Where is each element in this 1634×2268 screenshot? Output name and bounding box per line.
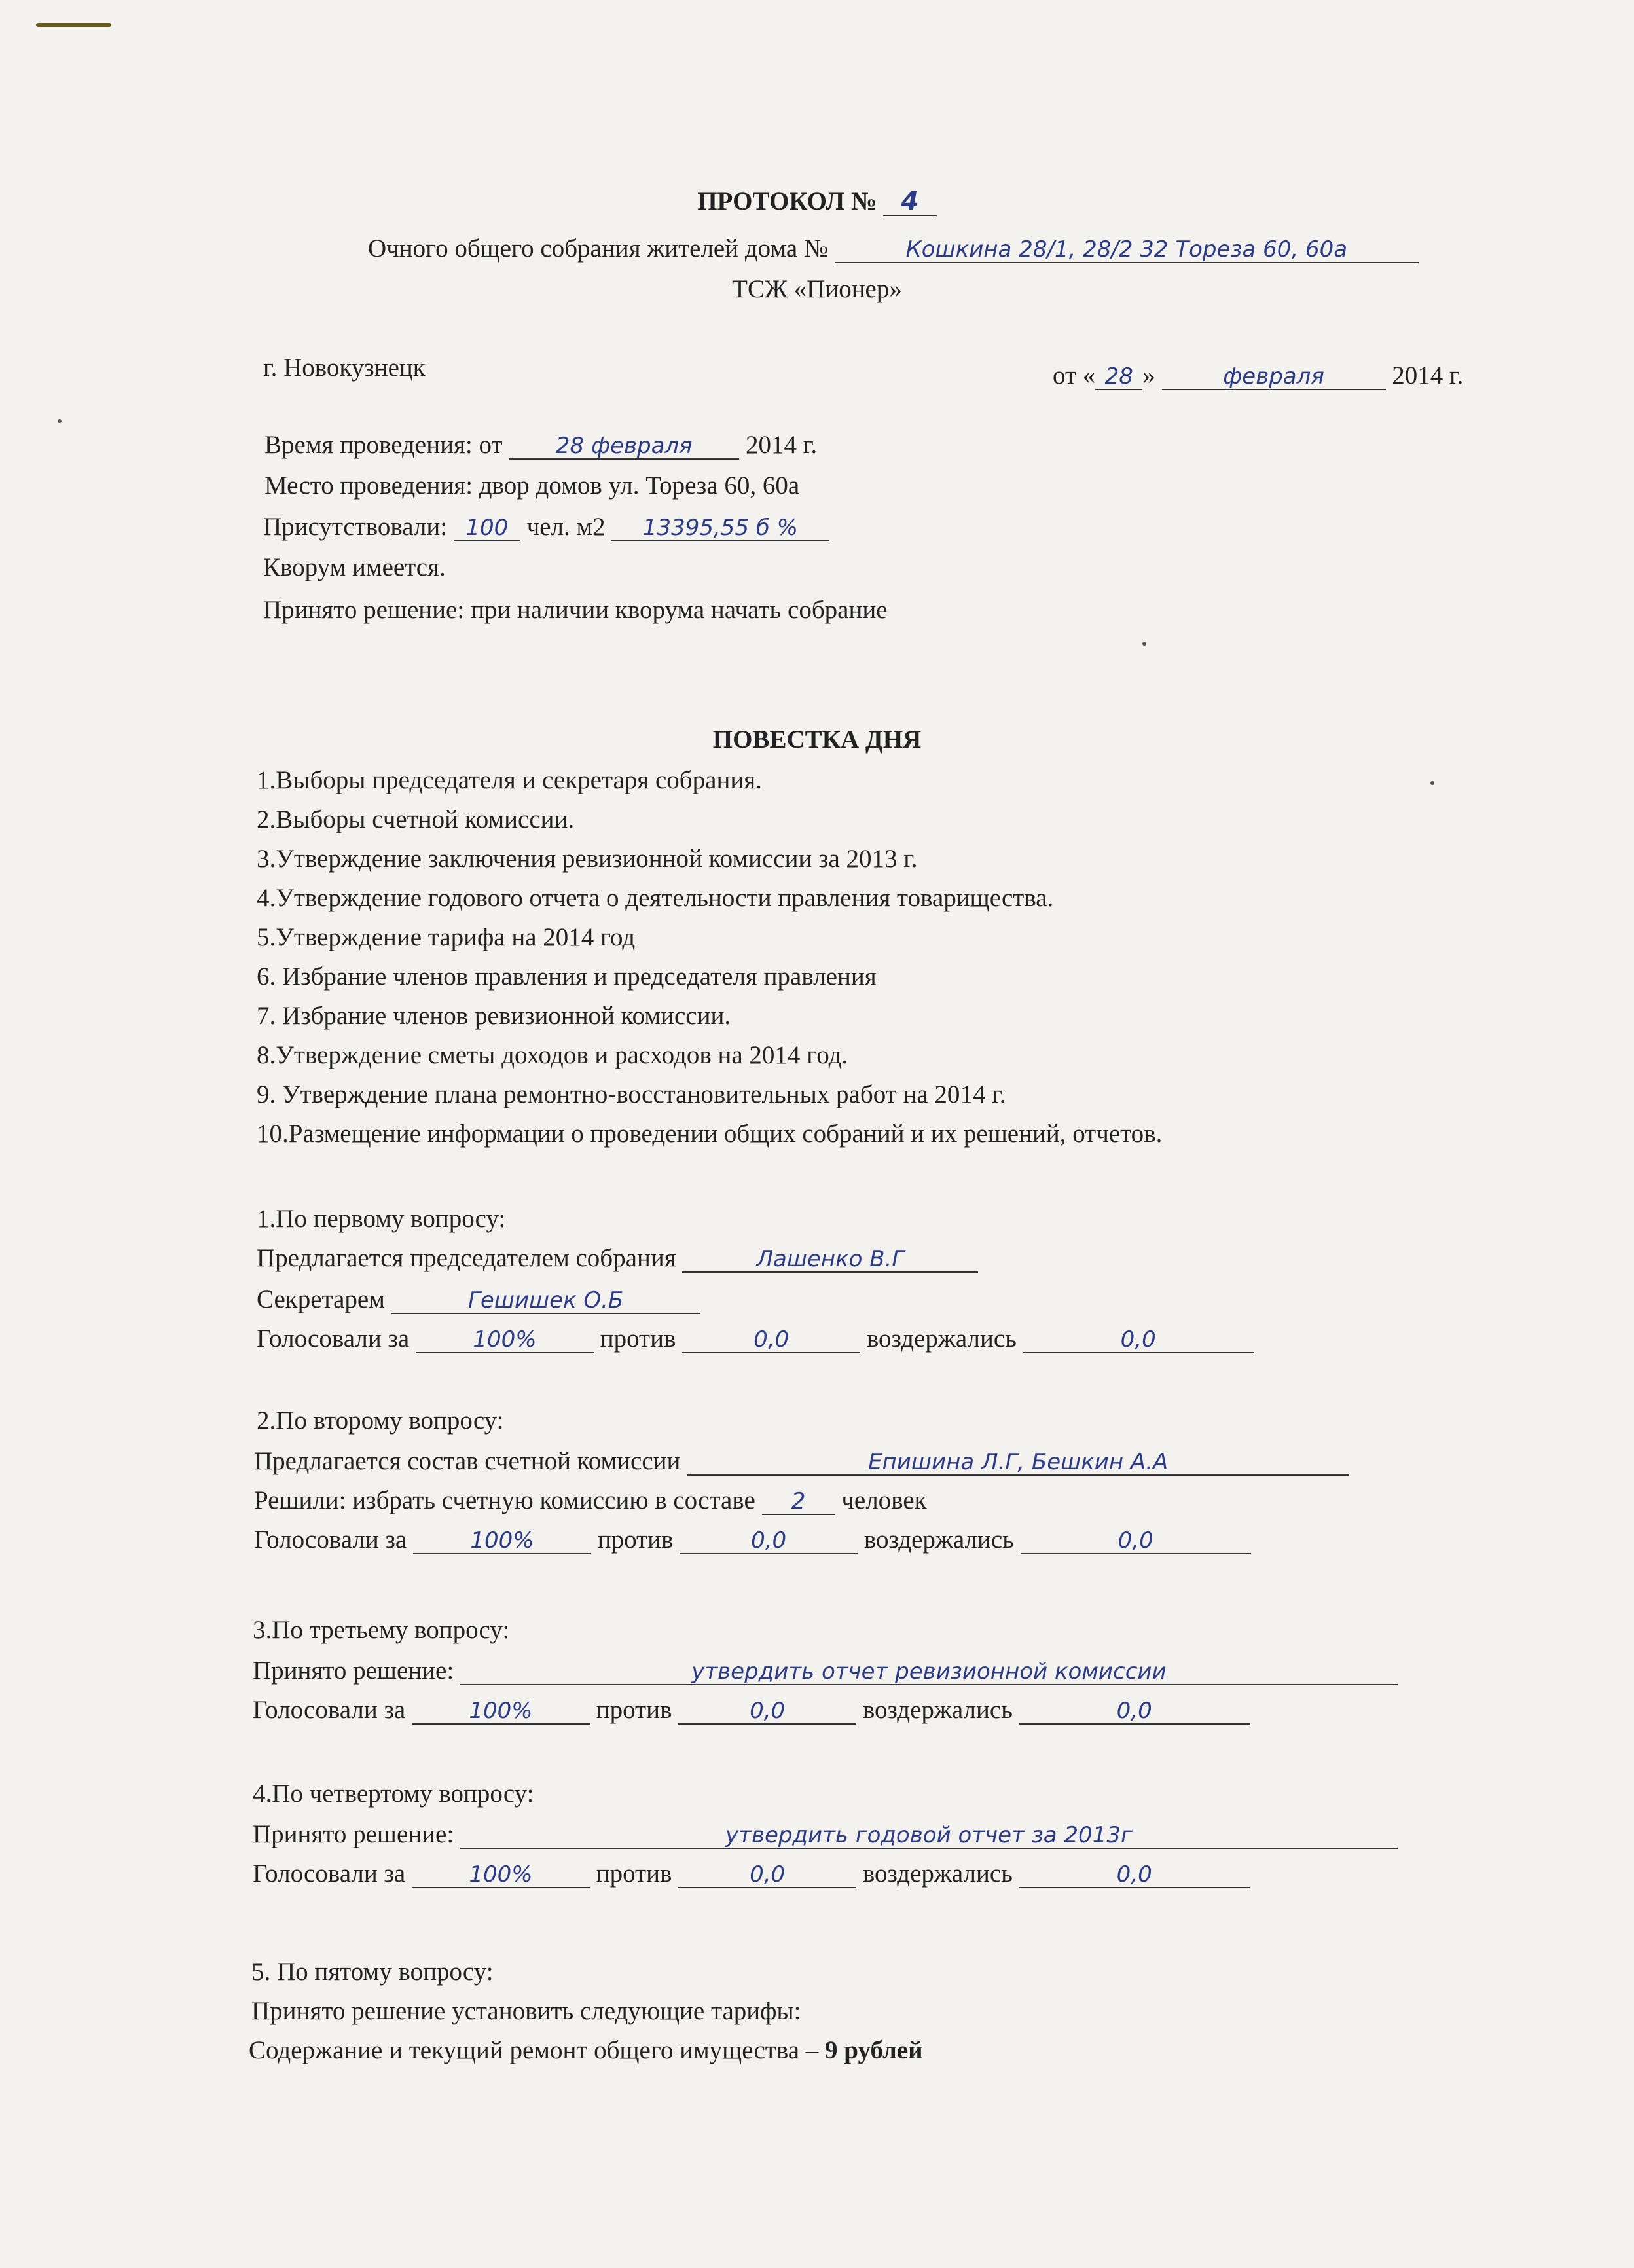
- agenda-item: 6. Избрание членов правления и председателя правления: [257, 962, 877, 991]
- q2-for: 100%: [413, 1529, 591, 1554]
- agenda-item: 5.Утверждение тарифа на 2014 год: [257, 923, 636, 951]
- scan-mark: [36, 23, 111, 27]
- agenda-item: 9. Утверждение плана ремонтно-восстановительных работ на 2014 г.: [257, 1080, 1006, 1108]
- house-numbers: Кошкина 28/1, 28/2 32 Тореза 60, 60а: [835, 238, 1419, 263]
- agenda-item: 8.Утверждение сметы доходов и расходов на 2014 год.: [257, 1041, 848, 1069]
- q1-abstain: 0,0: [1023, 1328, 1254, 1353]
- city: г. Новокузнецк: [263, 354, 426, 382]
- organization-name: ТСЖ «Пионер»: [732, 275, 902, 303]
- q1-for: 100%: [416, 1328, 594, 1353]
- q4-votes: Голосовали за 100% против 0,0 воздержались 0,0: [253, 1861, 1250, 1888]
- q1-chair-value: Лашенко В.Г: [682, 1248, 978, 1273]
- agenda-item: 2.Выборы счетной комиссии.: [257, 805, 575, 833]
- q3-heading: 3.По третьему вопросу:: [253, 1616, 510, 1644]
- agenda-title: ПОВЕСТКА ДНЯ: [712, 725, 922, 754]
- q4-against: 0,0: [678, 1863, 856, 1888]
- q3-decision: Принято решение: утвердить отчет ревизионной комиссии: [253, 1658, 1398, 1685]
- q3-votes: Голосовали за 100% против 0,0 воздержались 0,0: [253, 1697, 1250, 1725]
- q3-decision-value: утвердить отчет ревизионной комиссии: [460, 1660, 1398, 1685]
- agenda-item: 4.Утверждение годового отчета о деятельности правления товарищества.: [257, 884, 1054, 912]
- q1-chair: Предлагается председателем собрания Лашенко В.Г: [257, 1245, 978, 1273]
- q5-tariff: Содержание и текущий ремонт общего имущества – 9 рублей: [249, 2036, 923, 2064]
- q4-heading: 4.По четвертому вопросу:: [253, 1780, 534, 1808]
- agenda-item: 1.Выборы председателя и секретаря собрания.: [257, 766, 762, 794]
- protocol-date: от « 28 » февраля 2014 г.: [1053, 361, 1464, 390]
- q2-commission: Предлагается состав счетной комиссии Епишина Л.Г, Бешкин А.А: [254, 1448, 1349, 1476]
- q3-against: 0,0: [678, 1700, 856, 1725]
- meeting-attendance: Присутствовали: 100 чел. м2 13395,55 б %: [263, 514, 829, 541]
- meeting-time-value: 28 февраля: [509, 435, 739, 460]
- q4-decision-value: утвердить годовой отчет за 2013г: [460, 1824, 1398, 1849]
- protocol-number: 4: [883, 189, 937, 216]
- q1-votes: Голосовали за 100% против 0,0 воздержались 0,0: [257, 1326, 1254, 1353]
- q2-commission-value: Епишина Л.Г, Бешкин А.А: [687, 1451, 1349, 1476]
- date-day: 28: [1095, 365, 1142, 390]
- q4-abstain: 0,0: [1019, 1863, 1250, 1888]
- agenda-item: 7. Избрание членов ревизионной комиссии.: [257, 1002, 731, 1030]
- scan-speck: [58, 419, 62, 423]
- q2-votes: Голосовали за 100% против 0,0 воздержались 0,0: [254, 1527, 1251, 1554]
- q1-secretary: Секретарем Гешишек О.Б: [257, 1287, 700, 1314]
- meeting-decision: Принято решение: при наличии кворума начать собрание: [263, 596, 888, 624]
- q5-tariff-value: 9 рублей: [825, 2036, 923, 2064]
- meeting-time: Время проведения: от 28 февраля 2014 г.: [264, 431, 818, 459]
- q3-abstain: 0,0: [1019, 1700, 1250, 1725]
- q1-heading: 1.По первому вопросу:: [257, 1205, 506, 1233]
- scan-speck: [1142, 642, 1146, 646]
- q5-heading: 5. По пятому вопросу:: [251, 1958, 494, 1986]
- scan-speck: [1430, 781, 1434, 785]
- agenda-item: 10.Размещение информации о проведении общих собраний и их решений, отчетов.: [257, 1120, 1163, 1148]
- attended-people: 100: [454, 517, 520, 541]
- q1-secretary-value: Гешишек О.Б: [391, 1289, 700, 1314]
- q3-for: 100%: [412, 1700, 590, 1725]
- meeting-place: Место проведения: двор домов ул. Тореза 60, 60а: [264, 471, 800, 500]
- q4-decision: Принято решение: утвердить годовой отчет за 2013г: [253, 1821, 1398, 1849]
- attended-area: 13395,55 б %: [611, 517, 829, 541]
- protocol-title: ПРОТОКОЛ № 4: [0, 189, 1634, 216]
- q2-heading: 2.По второму вопросу:: [257, 1406, 504, 1435]
- date-month: февраля: [1162, 365, 1386, 390]
- quorum: Кворум имеется.: [263, 553, 446, 581]
- protocol-subtitle: Очного общего собрания жителей дома № Кошкина 28/1, 28/2 32 Тореза 60, 60а: [368, 236, 1419, 263]
- q2-decided-count: 2: [762, 1490, 835, 1515]
- q2-abstain: 0,0: [1021, 1529, 1251, 1554]
- q4-for: 100%: [412, 1863, 590, 1888]
- q2-against: 0,0: [680, 1529, 858, 1554]
- q2-decided: Решили: избрать счетную комиссию в составе 2 человек: [254, 1486, 927, 1514]
- q5-decision: Принято решение установить следующие тарифы:: [251, 1997, 801, 2025]
- q1-against: 0,0: [682, 1328, 860, 1353]
- agenda-item: 3.Утверждение заключения ревизионной комиссии за 2013 г.: [257, 845, 918, 873]
